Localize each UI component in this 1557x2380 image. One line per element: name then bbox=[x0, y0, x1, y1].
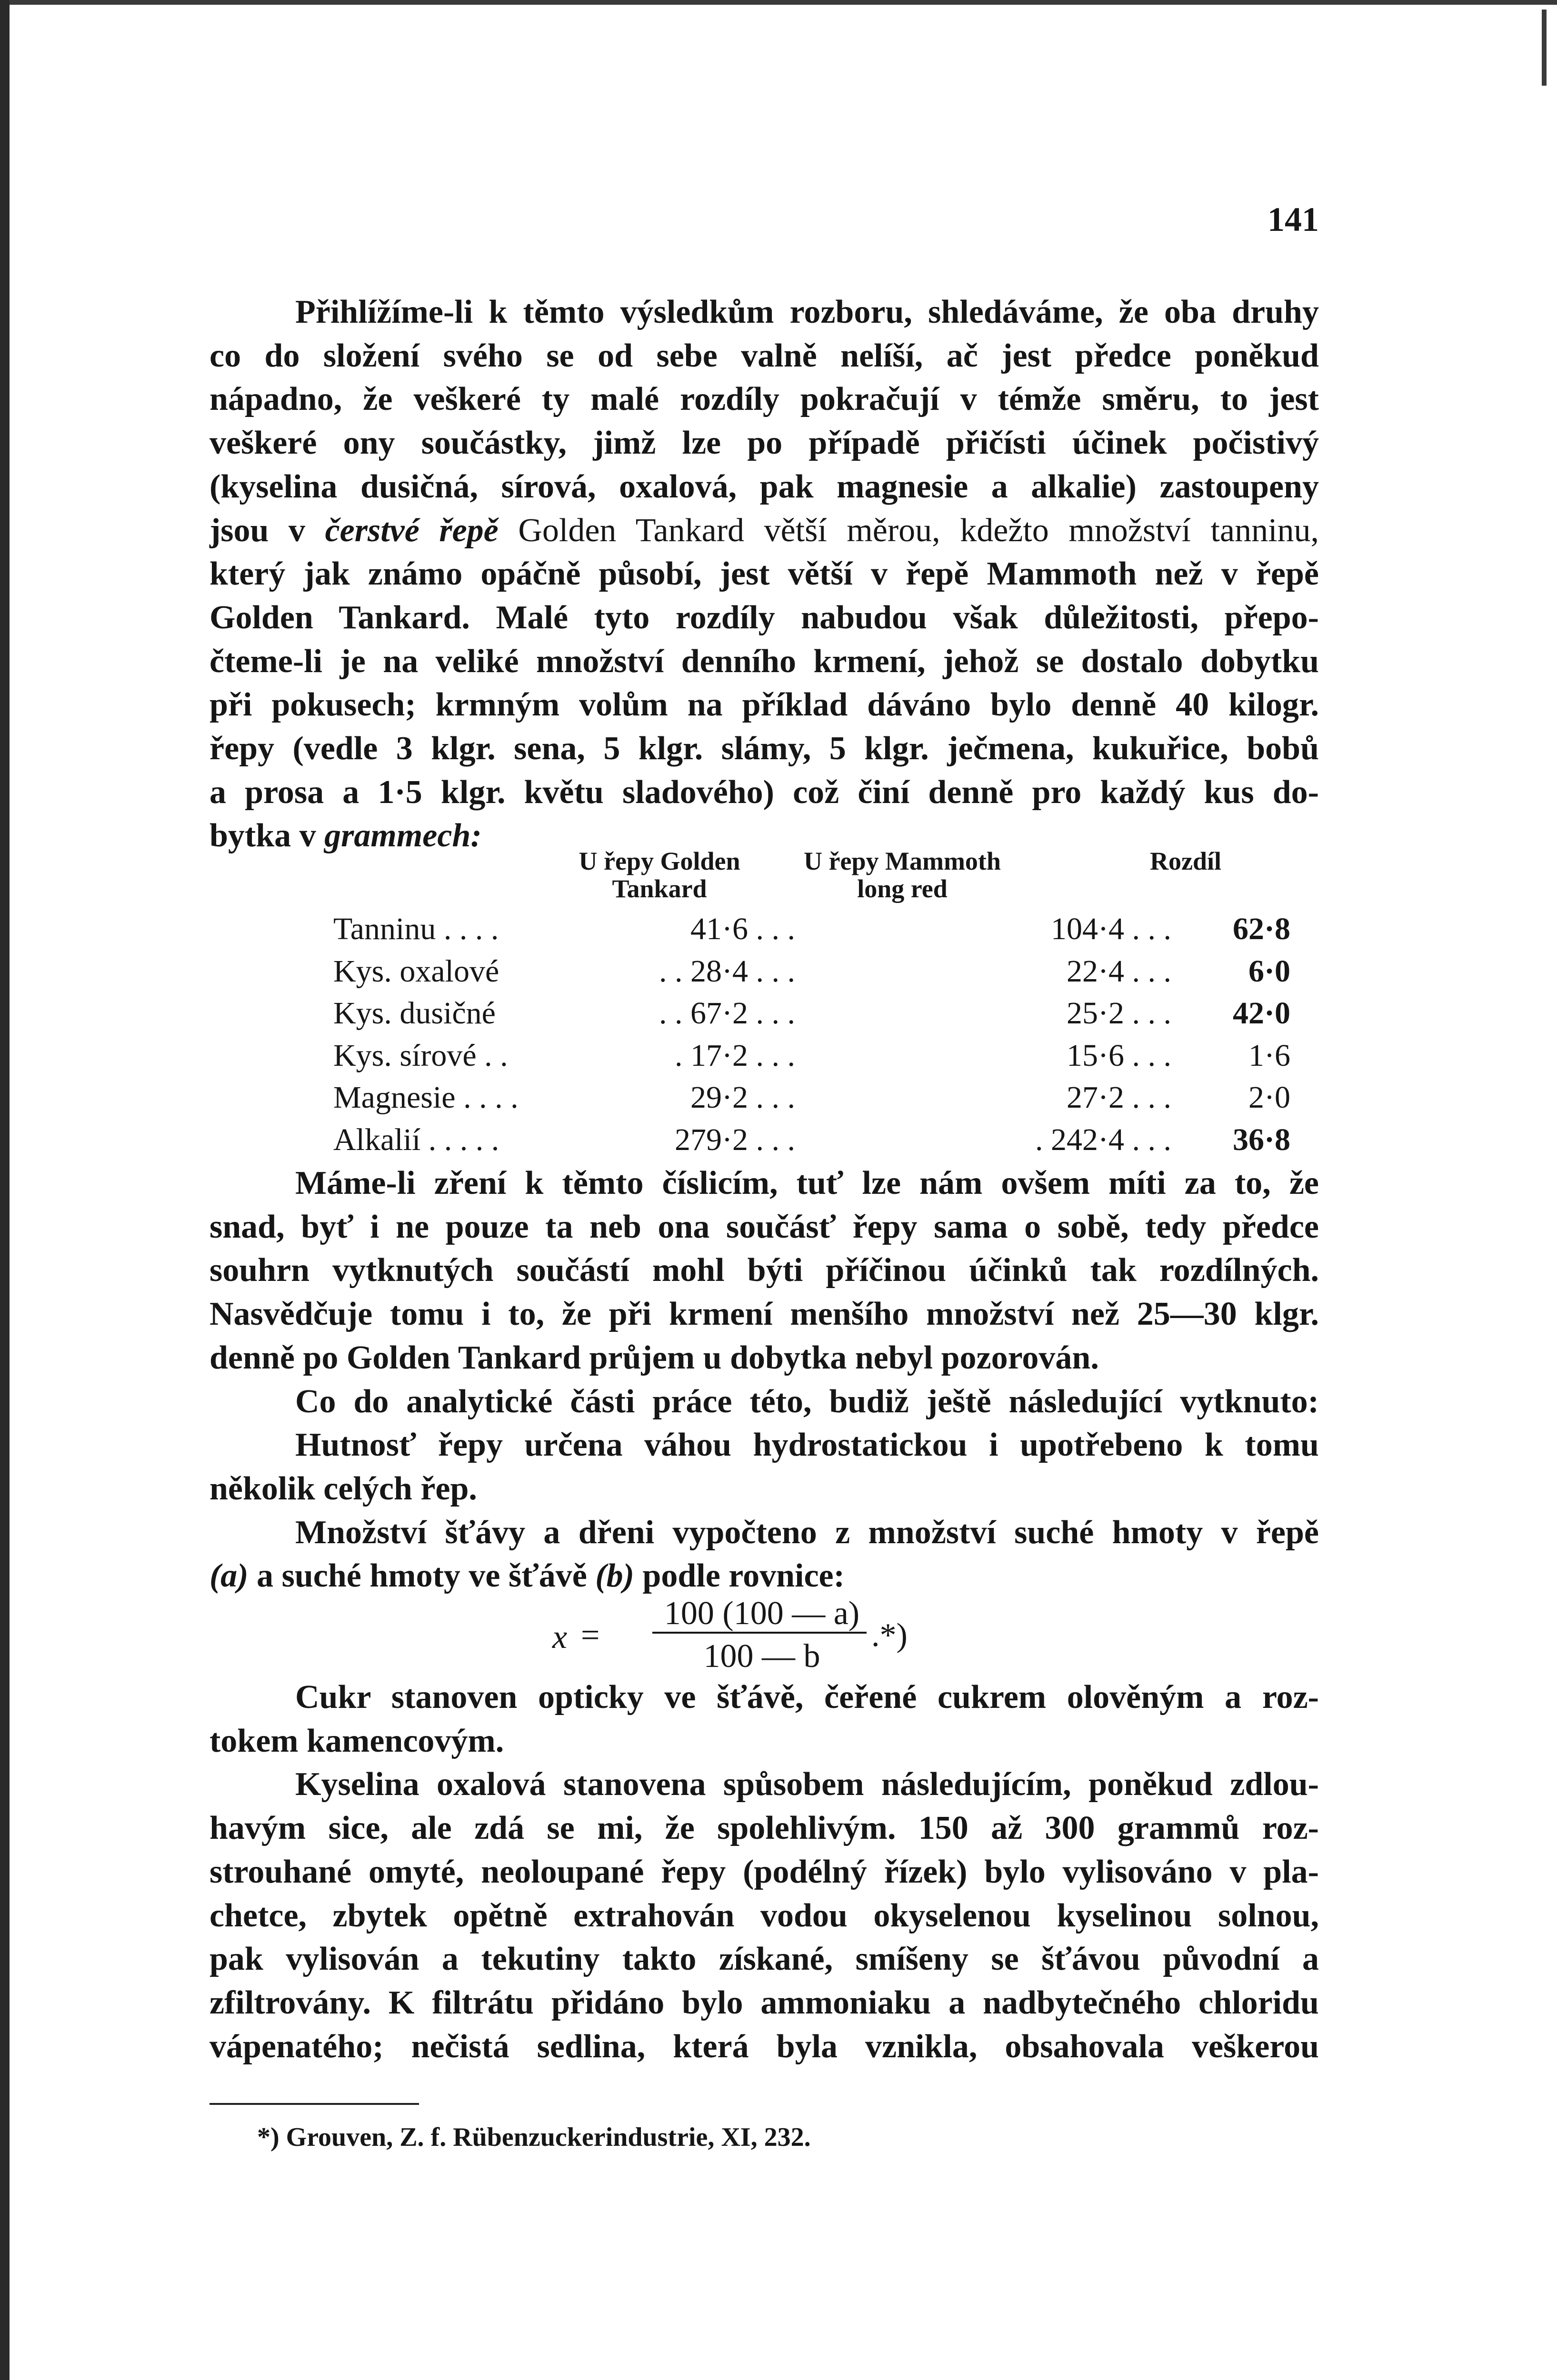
cell-mammoth: . 242·4 . . . bbox=[1035, 1122, 1171, 1157]
text-line: snad, byť i ne pouze ta neb ona součásť řepy sama o sobě, tedy předce bbox=[210, 1208, 1319, 1245]
text-line: nápadno, že veškeré ty malé rozdíly pokračují v témže směru, to jest bbox=[210, 381, 1319, 418]
header-difference: Rozdíl bbox=[1149, 847, 1221, 875]
formula-footnote-mark: .*) bbox=[871, 1617, 908, 1654]
table-row bbox=[333, 1077, 1290, 1119]
cell-golden: . 17·2 . . . bbox=[675, 1038, 795, 1073]
cell-golden: 41·6 . . . bbox=[690, 912, 795, 946]
text-line: strouhané omyté, neoloupané řepy (podélný řízek) bylo vylisováno v pla- bbox=[210, 1853, 1319, 1890]
text-fragment: a suché hmoty ve šťávě bbox=[257, 1557, 587, 1595]
text-line: co do složení svého se od sebe valně nelíší, ač jest předce poněkud bbox=[210, 337, 1319, 374]
cell-mammoth: 104·4 . . . bbox=[1051, 912, 1171, 946]
scan-edge-left bbox=[0, 0, 10, 2380]
text-line bbox=[210, 509, 1319, 553]
text-fragment: jsou v bbox=[210, 512, 306, 549]
cell-difference: 1·6 bbox=[1248, 1038, 1290, 1073]
text-line: Máme-li zření k těmto číslicím, tuť lze nám ovšem míti za to, že bbox=[295, 1165, 1319, 1201]
formula-denominator: 100 — b bbox=[703, 1638, 820, 1675]
text-line: tokem kamencovým. bbox=[210, 1722, 504, 1759]
italic-phrase: grammech: bbox=[324, 817, 482, 854]
table-row bbox=[333, 992, 1290, 1035]
row-label: Tanninu . . . . bbox=[333, 912, 499, 946]
text-line: při pokusech; krmným volům na příklad dáváno bylo denně 40 kilogr. bbox=[210, 686, 1319, 724]
text-line: Nasvědčuje tomu i to, že při krmení menšího množství než 25—30 klgr. bbox=[210, 1296, 1319, 1333]
row-label: Kys. dusičné bbox=[333, 996, 496, 1031]
text-line: pak vylisován a tekutiny takto získané, smíšeny se šťávou původní a bbox=[210, 1941, 1319, 1978]
text-line: Kyselina oxalová stanovena spůsobem následujícím, poněkud zdlou- bbox=[295, 1766, 1319, 1803]
text-line: vápenatého; nečistá sedlina, která byla vznikla, obsahovala veškerou bbox=[210, 2028, 1319, 2065]
cell-difference: 36·8 bbox=[1232, 1122, 1290, 1157]
table-row bbox=[333, 951, 1290, 993]
formula-lhs: x bbox=[552, 1619, 568, 1656]
page-number: 141 bbox=[1268, 200, 1319, 238]
text-line: zfiltrovány. K filtrátu přidáno bylo ammoniaku a nadbytečného chloridu bbox=[210, 1984, 1319, 2021]
cell-difference: 6·0 bbox=[1248, 953, 1290, 989]
paragraph-intro bbox=[210, 290, 1319, 858]
formula-numerator: 100 (100 — a) bbox=[664, 1595, 860, 1632]
table-row bbox=[333, 1119, 1290, 1161]
italic-var: (b) bbox=[595, 1557, 634, 1595]
fraction-bar bbox=[652, 1632, 867, 1634]
text-line: řepy (vedle 3 klgr. sena, 5 klgr. slámy, 5 klgr. ječmena, kukuřice, bobů bbox=[210, 730, 1319, 767]
table-row bbox=[333, 1035, 1290, 1077]
formula bbox=[552, 1585, 981, 1680]
cell-mammoth: 22·4 . . . bbox=[1067, 953, 1171, 989]
text-line: Cukr stanoven opticky ve šťávě, čeřené cukrem olověným a roz- bbox=[295, 1679, 1319, 1716]
header-mammoth-sub: long red bbox=[857, 874, 948, 903]
paragraph-interpretation bbox=[210, 1161, 1319, 1598]
row-label: Kys. sírové . . bbox=[333, 1038, 508, 1073]
text-line: několik celých řep. bbox=[210, 1470, 477, 1507]
italic-var: (a) bbox=[210, 1557, 249, 1595]
cell-mammoth: 15·6 . . . bbox=[1067, 1038, 1171, 1073]
table-body bbox=[333, 908, 1290, 1161]
text-line: denně po Golden Tankard průjem u dobytka nebyl pozorován. bbox=[210, 1339, 1099, 1376]
text-fragment: podle rovnice: bbox=[642, 1557, 845, 1595]
header-golden: U řepy Golden bbox=[579, 847, 740, 875]
text-line: havým sice, ale zdá se mi, že spolehlivým. 150 až 300 grammů roz- bbox=[210, 1810, 1319, 1847]
table-header bbox=[552, 847, 1338, 909]
cell-mammoth: 27·2 . . . bbox=[1067, 1080, 1171, 1115]
scan-edge-top bbox=[10, 0, 1557, 5]
italic-phrase: čerstvé řepě bbox=[325, 512, 499, 549]
footnote-divider bbox=[210, 2103, 419, 2105]
header-golden-sub: Tankard bbox=[612, 874, 707, 903]
text-line: veškeré ony součástky, jimž lze po případě přičísti účinek počistivý bbox=[210, 425, 1319, 462]
cell-golden: . . 67·2 . . . bbox=[659, 996, 795, 1031]
text-line: Golden Tankard. Malé tyto rozdíly nabudou však důležitosti, přepo- bbox=[210, 599, 1319, 636]
text-line: Hutnosť řepy určena váhou hydrostatickou i upotřebeno k tomu bbox=[295, 1427, 1319, 1464]
cell-golden: . . 28·4 . . . bbox=[659, 953, 795, 989]
text-line: Co do analytické části práce této, budiž ještě následující vytknuto: bbox=[295, 1383, 1319, 1420]
cell-difference: 62·8 bbox=[1232, 912, 1290, 946]
paragraph-methods bbox=[210, 1676, 1319, 2068]
row-label: Kys. oxalové bbox=[333, 953, 499, 989]
text-line: chetce, zbytek opětně extrahován vodou okyselenou kyselinou solnou, bbox=[210, 1897, 1319, 1934]
text-fragment: bytka v bbox=[210, 817, 316, 854]
cell-difference: 2·0 bbox=[1248, 1080, 1290, 1115]
text-line: (kyselina dusičná, sírová, oxalová, pak magnesie a alkalie) zastoupeny bbox=[210, 468, 1319, 505]
text-line: čteme-li je na veliké množství denního krmení, jehož se dostalo dobytku bbox=[210, 643, 1319, 680]
text-line: Přihlížíme-li k těmto výsledkům rozboru, shledáváme, že oba druhy bbox=[295, 294, 1319, 330]
row-label: Magnesie . . . . bbox=[333, 1080, 519, 1115]
table-row bbox=[333, 908, 1290, 951]
text-line: Množství šťávy a dřeni vypočteno z množství suché hmoty v řepě bbox=[295, 1514, 1319, 1551]
cell-mammoth: 25·2 . . . bbox=[1067, 996, 1171, 1031]
row-label: Alkalií . . . . . bbox=[333, 1122, 499, 1157]
formula-equals: = bbox=[581, 1617, 600, 1654]
footnote: *) Grouven, Z. f. Rübenzuckerindustrie, XI, 232. bbox=[257, 2122, 811, 2152]
text-line: souhrn vytknutých součástí mohl býti příčinou účinků tak rozdílných. bbox=[210, 1252, 1319, 1289]
cell-difference: 42·0 bbox=[1232, 996, 1290, 1031]
cell-golden: 279·2 . . . bbox=[675, 1122, 795, 1157]
text-line: který jak známo opáčně působí, jest větší v řepě Mammoth než v řepě bbox=[210, 555, 1319, 593]
cell-golden: 29·2 . . . bbox=[690, 1080, 795, 1115]
text-line: a prosa a 1·5 klgr. květu sladového) což činí denně pro každý kus do- bbox=[210, 774, 1319, 811]
scan-edge-right bbox=[1542, 10, 1547, 86]
header-mammoth: U řepy Mammoth bbox=[804, 847, 1001, 875]
text-fragment: Golden Tankard větší měrou, kdežto množství tanninu, bbox=[518, 512, 1319, 549]
